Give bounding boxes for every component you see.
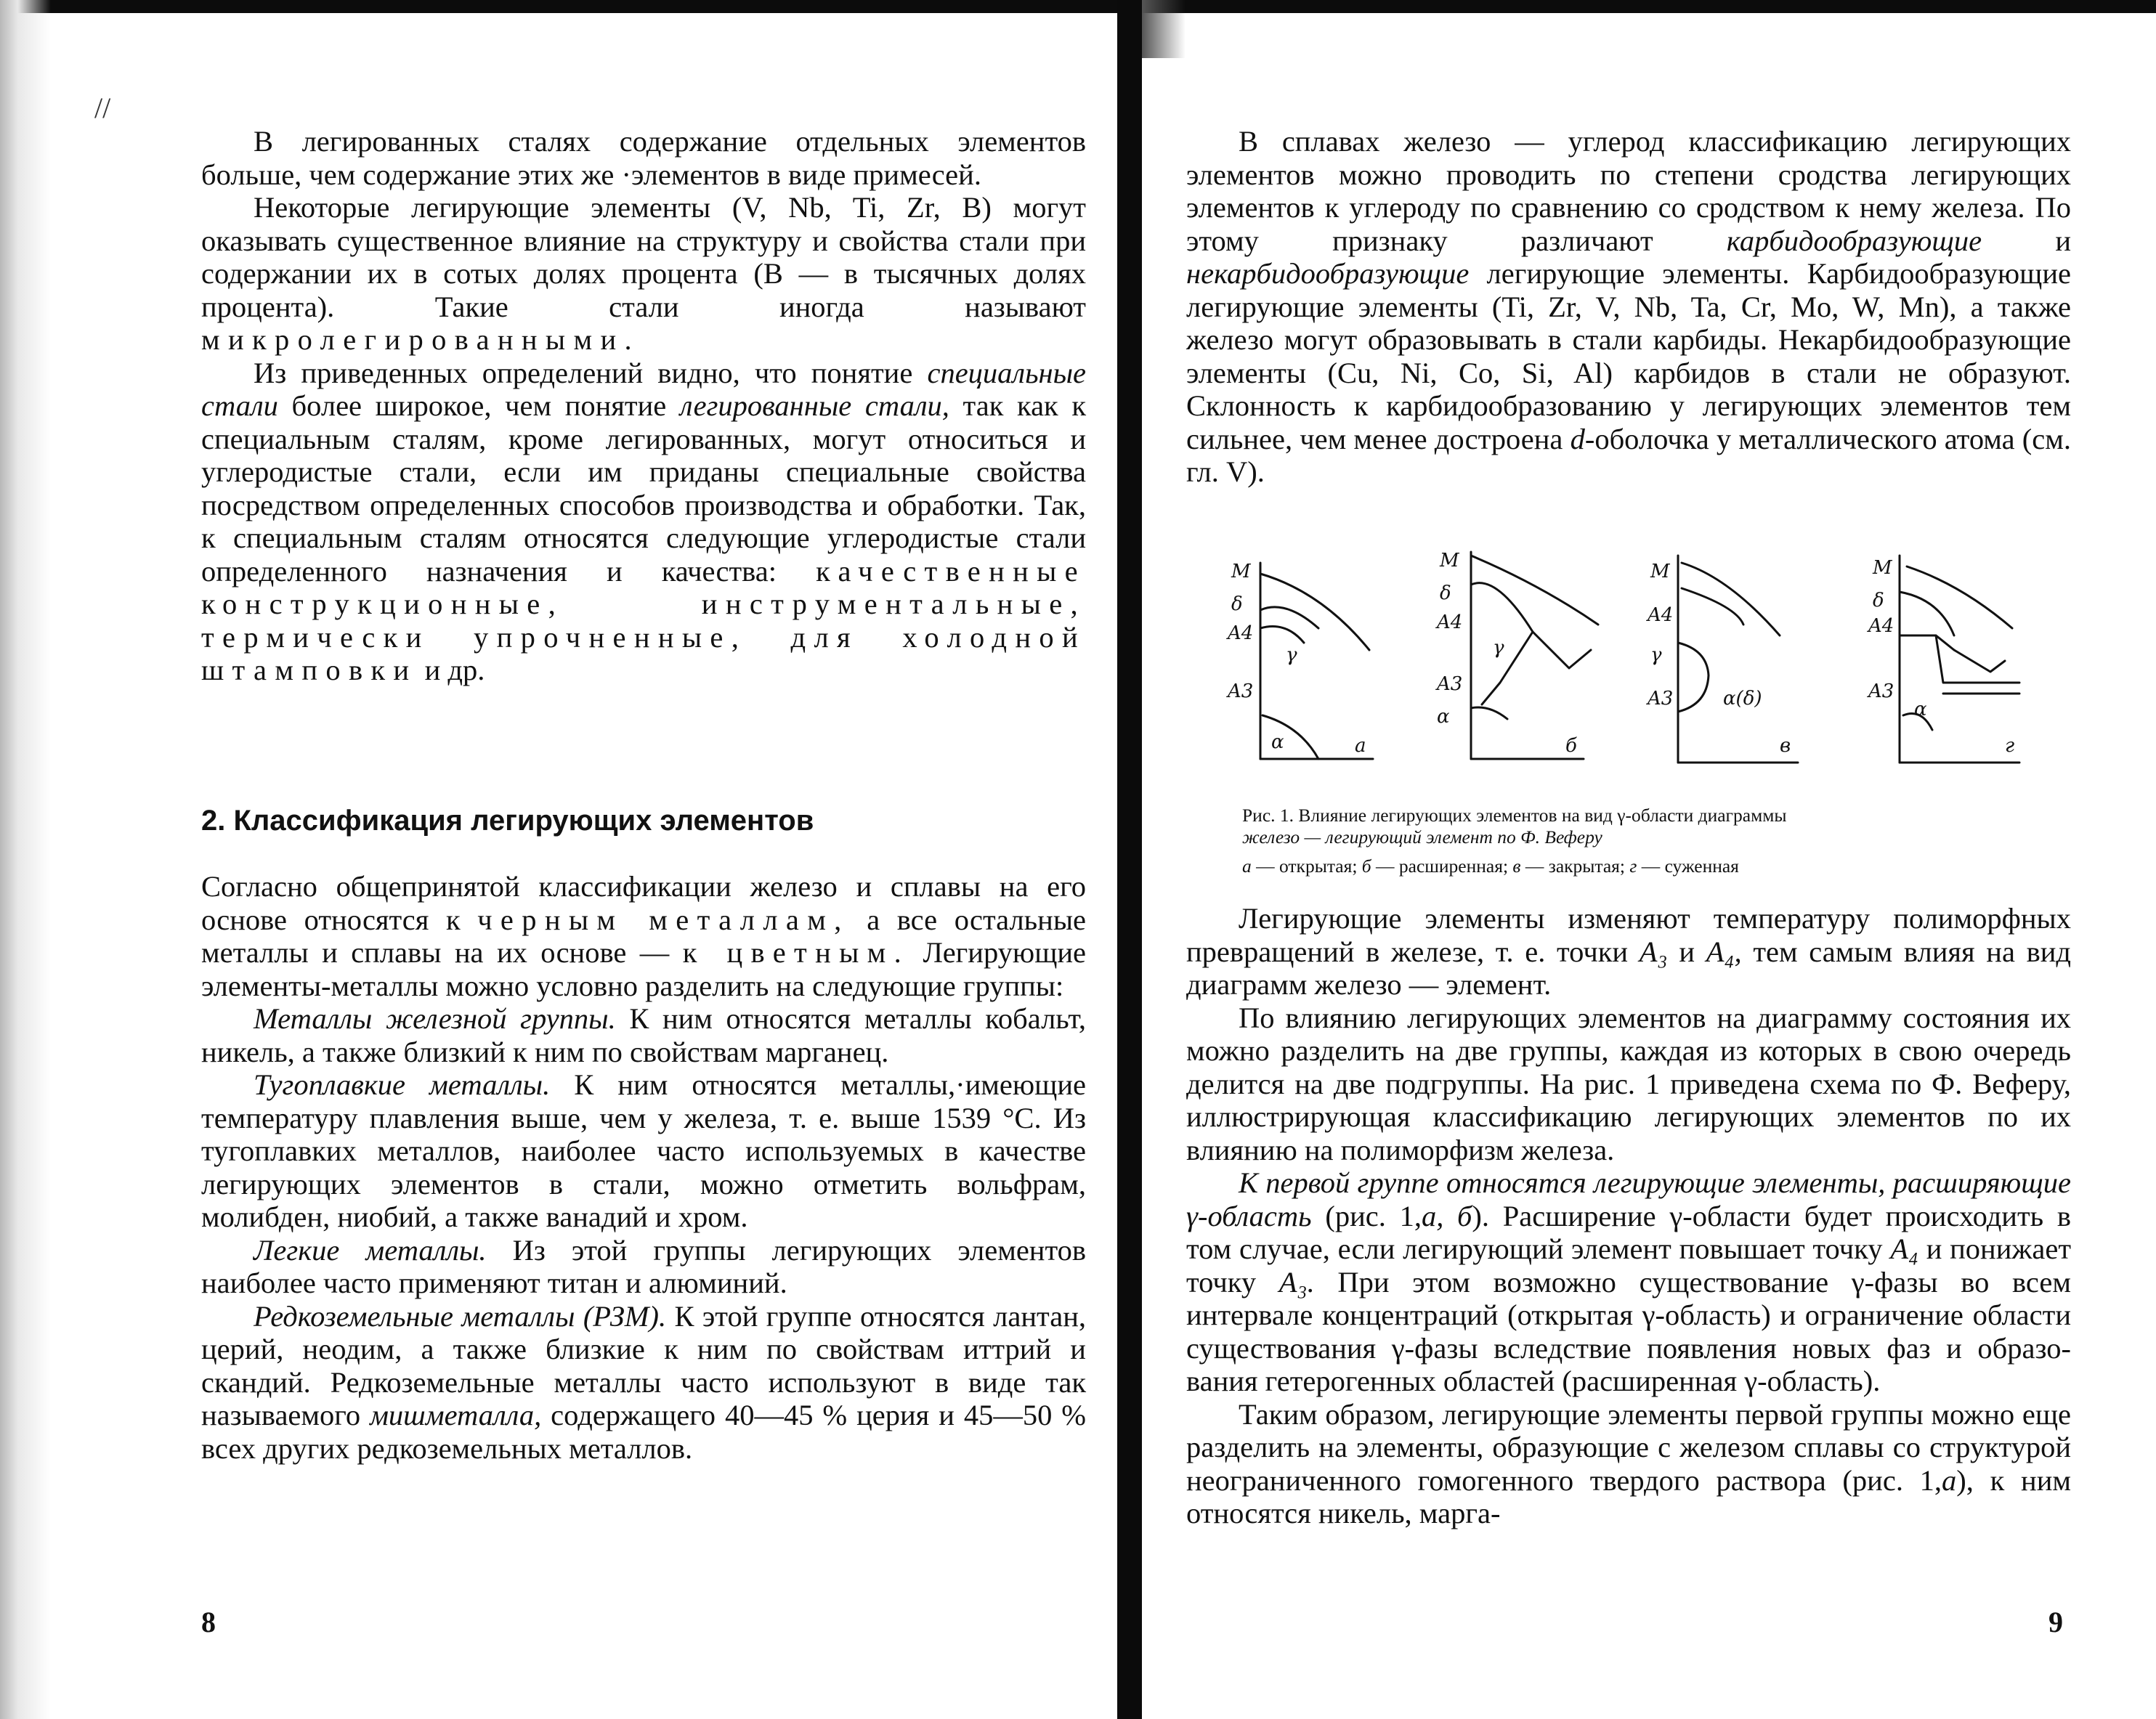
margin-mark: //: [94, 92, 111, 124]
paragraph: По влиянию легирующих элементов на диаграмму состояния их можно разделить на две группы, каждая из которых в свою очередь делится на две подгруппы. На рис. 1 приведена схема по Ф. Веферу, иллюстрирующая классификацию легирующих элементов по их влиянию на полиморфизм железа.: [1186, 1001, 2071, 1166]
figure-1-phase-diagrams: [1206, 541, 2107, 781]
label-A3: A3: [1648, 688, 1674, 710]
paragraph: К первой группе относятся легирующие элементы, расширяющие γ-область (рис. 1,а, б). Расширение γ-области будет происходить в том случае, если легирующий элемент повышает точку A₄ и понижает точку A₃. При этом возможно существование γ-фазы во всем интервале концентраций (открытая γ-область) и ограничение области существования γ-фазы вследствие появления новых фаз и образования гетерогенных областей (расширенная γ-область).: [1186, 1166, 2072, 1397]
right-text-block-1: [1186, 125, 2071, 489]
right-text-block-2: [1186, 902, 2071, 1530]
paragraph: Тугоплавкие металлы. К ним относятся металлы,·имеющие температуру плавления выше, чем у железа, т. е. выше 1539 °C. Из тугоплавких металлов, наиболее часто используемых в качестве легирующих элементов в стали, можно отметить вольфрам, молибден, ниобий, а также ванадий и хром.: [201, 1068, 1087, 1233]
figure-caption: [1242, 805, 2027, 877]
paragraph: Из приведенных определений видно, что понятие специальные стали более широкое, чем понятие легированные стали, так как к специальным сталям, кроме легированных, могут относиться и углеродистые стали, если им приданы специальные свойства посредством определенных способов производства и обработки. Так, к специальным сталям относятся следующие углеродистые стали определенного назначения и качества: качественные конструкционные, инструментальные, термически упрочненные, для холодной штамповки и др.: [201, 356, 1087, 686]
diagram-panel-b: [1471, 552, 1598, 759]
label-alpha: α: [1271, 731, 1284, 753]
label-A4: A4: [1228, 622, 1254, 644]
label-M: M: [1873, 557, 1892, 579]
label-M: M: [1440, 550, 1459, 572]
paragraph: Некоторые легирующие элементы (V, Nb, Ti, Zr, B) могут оказывать существенное влияние на структуру и свойства стали при содержании их в сотых долях процента (B — в тысячных долях процента). Такие стали иногда называют микролегированными.: [201, 191, 1086, 356]
label-A4: A4: [1437, 611, 1463, 633]
label-delta: δ: [1873, 590, 1884, 611]
section-title: 2. Классификация легирующих элементов: [201, 805, 814, 837]
label-alpha-delta: α(δ): [1723, 688, 1762, 710]
panel-label-a: а: [1355, 735, 1366, 757]
panel-label-c: в: [1780, 735, 1791, 757]
paragraph: Таким образом, легирующие элементы первой группы можно еще разделить на элементы, образующие с железом сплавы со структурой неограниченного гомогенного твердого раствора (рис. 1,а), к ним относятся никель, марга-: [1186, 1397, 2072, 1529]
label-A4: A4: [1868, 615, 1894, 637]
label-gamma: γ: [1286, 644, 1297, 666]
panel-label-b: б: [1565, 735, 1577, 757]
paragraph: Редкоземельные металлы (РЗМ). К этой группе относятся лантан, церий, неодим, а также близкие к ним по свойствам иттрий и скандий. Редкоземельные металлы часто используют в виде так называемого мишметалла, содержащего 40—45 % церия и 45—50 % всех других редкоземельных металлов.: [201, 1299, 1087, 1465]
label-gamma: γ: [1493, 637, 1504, 659]
label-A3: A3: [1228, 680, 1254, 702]
caption-legend: а — открытая; б — расширенная; в — закрытая; г — суженная: [1242, 856, 1739, 877]
page-number: 9: [2048, 1606, 2063, 1638]
left-text-block-2: [201, 870, 1086, 1465]
left-text-block-1: [201, 125, 1086, 687]
diagram-panel-a: [1260, 563, 1373, 759]
caption-title: Рис. 1. Влияние легирующих элементов на вид γ-области диаграммы железо — легирующий элемент по Ф. Веферу: [1242, 805, 1787, 848]
label-A4: A4: [1648, 604, 1674, 626]
label-alpha: α: [1914, 699, 1927, 720]
panel-label-d: г: [2005, 735, 2015, 757]
label-delta: δ: [1231, 593, 1243, 615]
paragraph: Металлы железной группы. К ним относятся металлы кобальт, никель, а также близкий к ним по свойствам марганец.: [201, 1002, 1086, 1068]
paragraph: Согласно общепринятой классификации железо и сплавы на его основе относятся к черным металлам, а все остальные металлы и сплавы на их основе — к цветным. Легирующие элементы-металлы можно условно разделить на следующие группы:: [201, 870, 1087, 1002]
paragraph: Легкие металлы. Из этой группы легирующих элементов наиболее часто применяют титан и алюминий.: [201, 1233, 1087, 1299]
paragraph: Легирующие элементы изменяют температуру полиморфных превращений в железе, т. е. точки A₃ и A₄, тем самым влияя на вид диаграмм железо — элемент.: [1186, 902, 2072, 1001]
label-M: M: [1231, 561, 1251, 582]
label-gamma: γ: [1650, 644, 1662, 666]
label-A3: A3: [1868, 680, 1894, 702]
diagram-panel-c: [1678, 556, 1798, 763]
label-A3: A3: [1437, 673, 1463, 695]
figure-svg: [1206, 541, 2107, 781]
book-gutter: [1117, 0, 1142, 1719]
page-number: 8: [201, 1606, 216, 1638]
label-M: M: [1650, 561, 1670, 582]
paragraph: В сплавах железо — углерод классификацию легирующих элементов можно проводить по степени сродства легирующих элементов к углероду по сравнению со сродством к нему железа. По этому признаку различают карбидообразующие и некарбидообразующие легирующие элементы. Карбидообразующие легирующие элементы (Ti, Zr, V, Nb, Ta, Cr, Mo, W, Mn), а также железо могут образовывать в стали карбиды. Некарбидообразующие элементы (Cu, Ni, Co, Si, Al) карбидов в стали не образуют. Склонность к карбидообразованию у легирующих элементов тем сильнее, чем менее достроена d-оболочка у металлического атома (см. гл. V).: [1186, 125, 2072, 488]
label-delta: δ: [1440, 582, 1451, 604]
diagram-panel-d: [1900, 556, 2019, 763]
label-alpha: α: [1437, 706, 1450, 728]
paragraph: В легированных сталях содержание отдельных элементов больше, чем содержание этих же ·элементов в виде примесей.: [201, 125, 1086, 191]
